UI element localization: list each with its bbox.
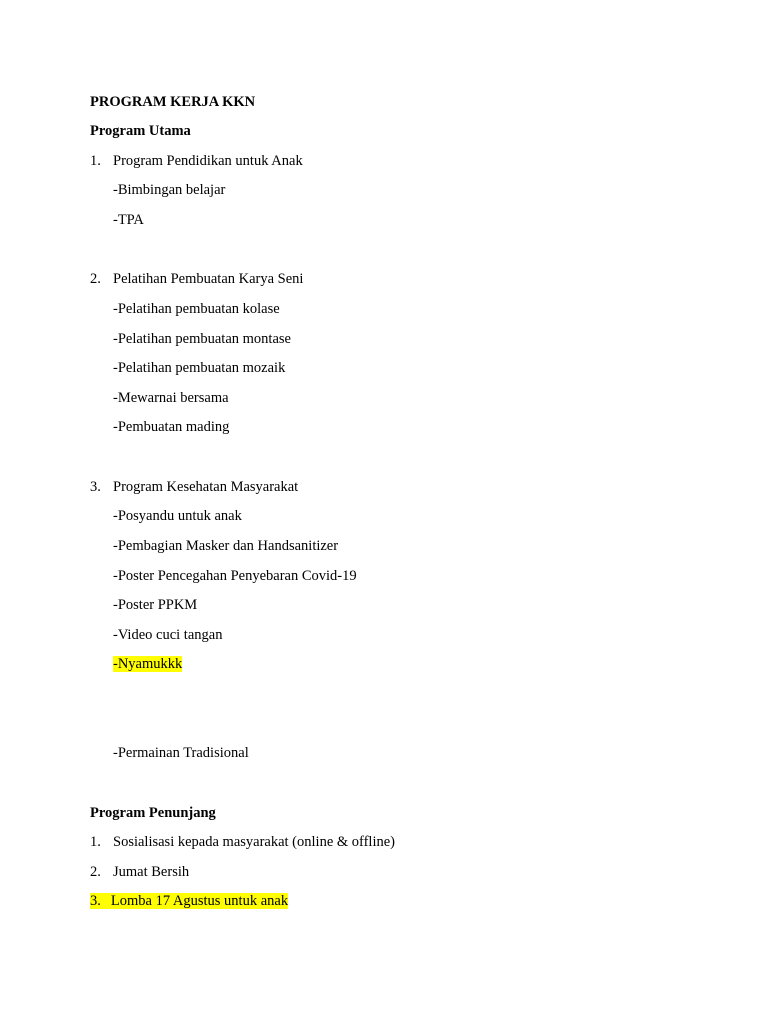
list-number: 2. [90,864,101,880]
sub-item: -Poster Pencegahan Penyebaran Covid-19 [113,568,357,584]
list-item-label: Jumat Bersih [113,864,190,880]
list-number: 3. [90,479,101,495]
list-item-label: Pelatihan Pembuatan Karya Seni [113,271,304,287]
highlighted-text: -Nyamukkk [113,656,183,672]
list-number: 1. [90,153,101,169]
document-title: PROGRAM KERJA KKN [90,94,256,110]
sub-item: -Pembagian Masker dan Handsanitizer [113,538,339,554]
list-number: 3. [90,893,101,909]
sub-item: -Pelatihan pembuatan mozaik [113,360,286,376]
list-item-label: Program Kesehatan Masyarakat [113,479,299,495]
section-heading-utama: Program Utama [90,123,191,139]
list-number: 2. [90,271,101,287]
sub-item: -Permainan Tradisional [113,745,249,761]
list-item-label: Sosialisasi kepada masyarakat (online & offline) [113,834,395,850]
sub-item-highlighted [113,655,182,673]
sub-item: -Pelatihan pembuatan kolase [113,301,280,317]
section-heading-penunjang: Program Penunjang [90,805,216,821]
sub-item: -Video cuci tangan [113,627,223,643]
sub-item: -Pembuatan mading [113,419,230,435]
sub-item: -Pelatihan pembuatan montase [113,331,291,347]
list-item-label: Lomba 17 Agustus untuk anak [110,893,289,909]
sub-item: -TPA [113,212,144,228]
list-item-label: Program Pendidikan untuk Anak [113,153,303,169]
sub-item: -Bimbingan belajar [113,182,226,198]
list-number: 1. [90,834,101,850]
sub-item: -Mewarnai bersama [113,390,229,406]
list-item-highlighted [90,892,288,910]
highlighted-text [90,893,288,909]
sub-item: -Poster PPKM [113,597,198,613]
sub-item: -Posyandu untuk anak [113,508,242,524]
